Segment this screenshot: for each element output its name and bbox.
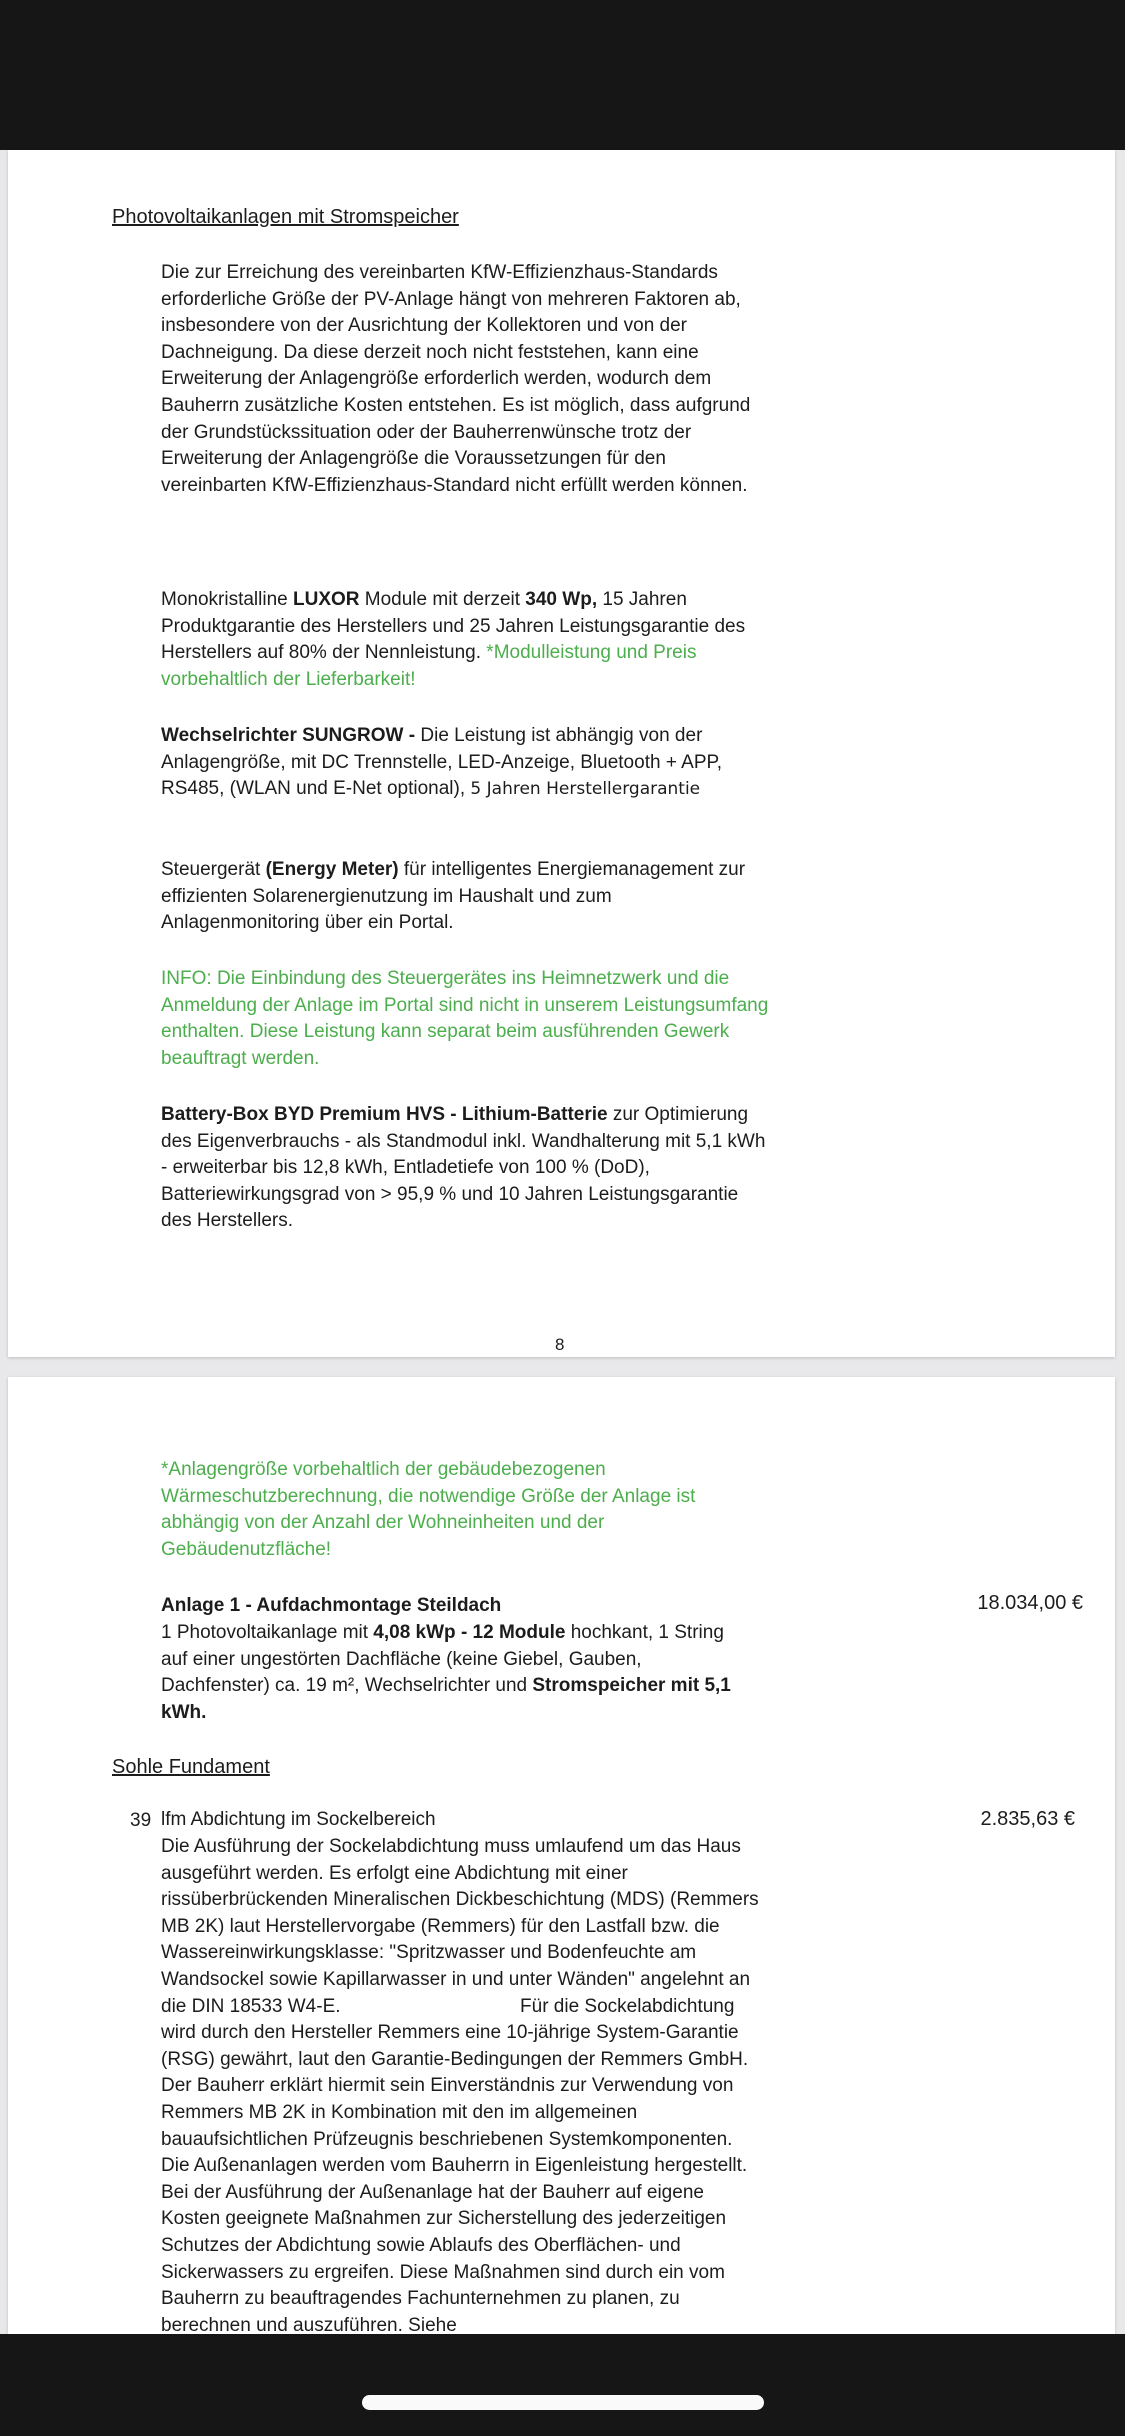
inverter-paragraph: Wechselrichter SUNGROW - Die Leistung ist abhängig von der Anlagengröße, mit DC Trennstelle, LED-Anzeige, Bluetooth + APP, RS485, (WLAN und E-Net optional), 5 Jahren Herstellergarantie (161, 725, 722, 800)
module-power: 340 Wp, (525, 589, 598, 610)
anlage-description: 1 Photovoltaikanlage mit 4,08 kWp - 12 Module hochkant, 1 String auf einer ungestörten Dachfläche (keine Giebel, Gauben, Dachfenster) ca. 19 m², Wechselrichter und Stromspeicher mit 5,1 kWh. (161, 1622, 731, 1723)
intro-paragraph: Die zur Erreichung des vereinbarten KfW-Effizienzhaus-Standards erforderliche Größe der PV-Anlage hängt von mehreren Faktoren ab, insbesondere von der Ausrichtung der Kollektoren und von der Dachneigung. Da diese derzeit noch nicht feststehen, kann eine Erweiterung der Anlagengröße erforderlich werden, wodurch dem Bauherrn zusätzliche Kosten entstehen. Es ist möglich, dass aufgrund der Grundstückssituation oder der Bauherrenwünsche trotz der Erweiterung der Anlagengröße die Voraussetzungen für den vereinbarten KfW-Effizienzhaus-Standard nicht erfüllt werden können. (161, 262, 751, 496)
item-price: 2.835,63 € (980, 1808, 1075, 1830)
anlage-price: 18.034,00 € (977, 1592, 1083, 1614)
section-heading-sohle-fundament: Sohle Fundament (112, 1756, 270, 1778)
modules-paragraph: Monokristalline LUXOR Module mit derzeit 340 Wp, 15 Jahren Produktgarantie des Herstellers und 25 Jahren Leistungsgarantie des Herstellers auf 80% der Nennleistung. *Modulleistung und Preis vorbehaltlich der Lieferbarkeit! (161, 589, 746, 690)
anlage-title: Anlage 1 - Aufdachmontage Steildach (161, 1595, 502, 1616)
document-page-8 (8, 150, 1115, 1357)
item-title: lfm Abdichtung im Sockelbereich (161, 1809, 436, 1830)
home-indicator[interactable] (362, 2395, 764, 2410)
info-paragraph: INFO: Die Einbindung des Steuergerätes ins Heimnetzwerk und die Anmeldung der Anlage im Portal sind nicht in unserem Leistungsumfang enthalten. Diese Leistung kann separat beim ausführenden Gewerk beauftragt werden. (161, 968, 769, 1069)
status-bar-area (0, 0, 1125, 150)
energy-meter-paragraph: Steuergerät (Energy Meter) für intelligentes Energiemanagement zur effizienten Solarenergienutzung im Haushalt und zum Anlagenmonitoring über ein Portal. (161, 859, 746, 934)
system-size-note: *Anlagengröße vorbehaltlich der gebäudebezogenen Wärmeschutzberechnung, die notwendige Größe der Anlage ist abhängig von der Anzahl der Wohneinheiten und der Gebäudenutzfläche! (161, 1459, 696, 1560)
inverter-title: Wechselrichter SUNGROW - (161, 725, 416, 746)
module-note: *Modulleistung und Preis vorbehaltlich der Lieferbarkeit! (161, 642, 697, 690)
page-number: 8 (555, 1335, 565, 1354)
item-quantity: 39 (130, 1810, 152, 1831)
anlage-storage: Stromspeicher mit 5,1 kWh. (161, 1675, 731, 1723)
section-heading-photovoltaik: Photovoltaikanlagen mit Stromspeicher (112, 206, 459, 228)
battery-title: Battery-Box BYD Premium HVS - Lithium-Batterie (161, 1104, 608, 1125)
inverter-warranty: 5 Jahren Herstellergarantie (470, 779, 701, 800)
energy-meter-name: (Energy Meter) (265, 859, 399, 880)
module-brand: LUXOR (293, 589, 360, 610)
bottom-bar (0, 2334, 1125, 2436)
anlage-size: 4,08 kWp - 12 Module (373, 1622, 566, 1643)
item-description: Die Ausführung der Sockelabdichtung muss umlaufend um das Haus ausgeführt werden. Es erfolgt eine Abdichtung mit einer rissüberbrückenden Mineralischen Dickbeschichtung (MDS) (Remmers MB 2K) laut Herstellervorgabe (Remmers) für den Lastfall bzw. die Wassereinwirkungsklasse: "Spritzwasser und Bodenfeuchte am Wandsockel sowie Kapillarwasser in und unter Wänden" angelehnt an die DIN 18533 W4-E. Für die Sockelabdichtung wird durch den Hersteller Remmers eine 10-jährige System-Garantie (RSG) gewährt, laut den Garantie-Bedingungen der Remmers GmbH. Der Bauherr erklärt hiermit sein Einverständnis zur Verwendung von Remmers MB 2K in Kombination mit den im allgemeinen bauaufsichtlichen Prüfzeugnis beschriebenen Systemkomponenten. Die Außenanlagen werden vom Bauherrn in Eigenleistung hergestellt. Bei der Ausführung der Außenanlage hat der Bauherr auf eigene Kosten geeignete Maßnahmen zur Sicherstellung des jederzeitigen Schutzes der Abdichtung sowie Ablaufs des Oberflächen- und Sickerwassers zu ergreifen. Diese Maßnahmen sind durch ein vom Bauherrn zu beauftragendes Fachunternehmen zu planen, zu berechnen und auszuführen. Siehe (161, 1836, 759, 2334)
battery-paragraph: Battery-Box BYD Premium HVS - Lithium-Batterie zur Optimierung des Eigenverbrauchs - als Standmodul inkl. Wandhalterung mit 5,1 kWh - erweiterbar bis 12,8 kWh, Entladetiefe von 100 % (DoD), Batteriewirkungsgrad von > 95,9 % und 10 Jahren Leistungsgarantie des Herstellers. (161, 1104, 766, 1232)
document-page-9 (8, 1377, 1115, 2334)
